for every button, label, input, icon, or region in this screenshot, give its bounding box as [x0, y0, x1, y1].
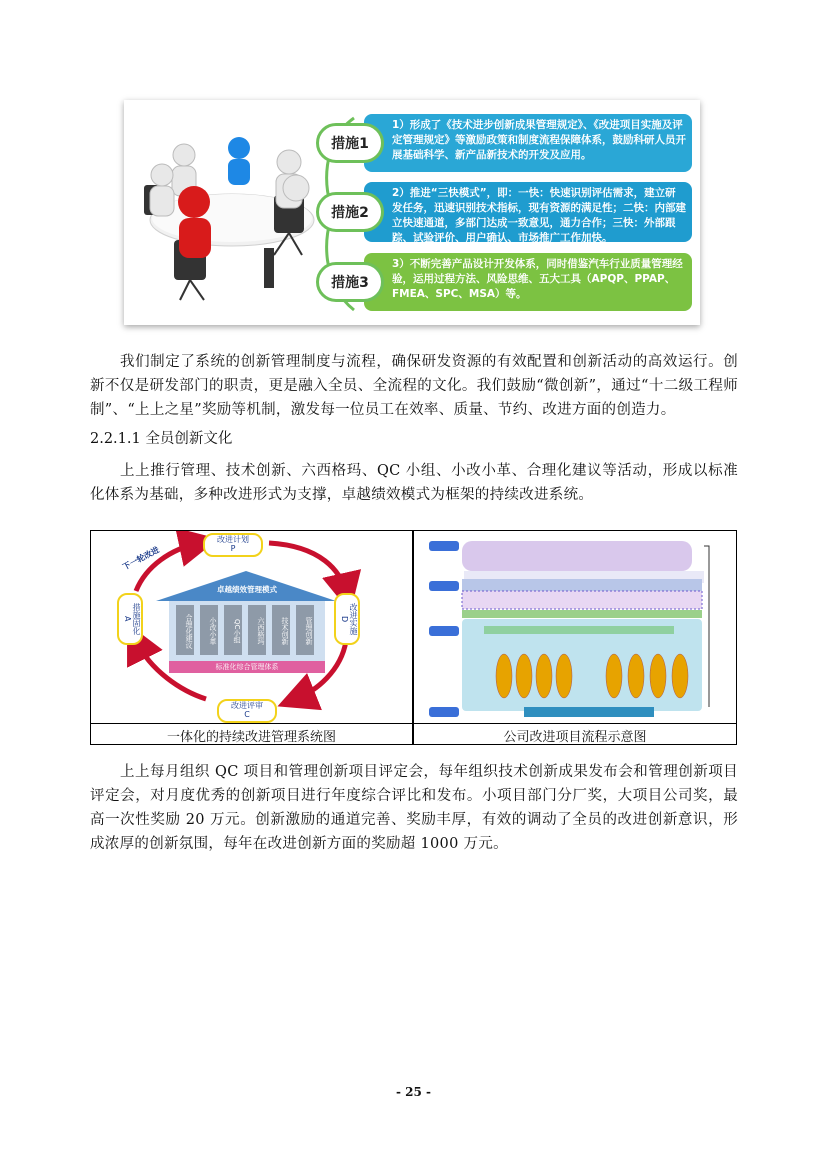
process-flow-graphic: [414, 531, 736, 722]
pillar-3: QC小组: [233, 618, 241, 644]
right-diagram-caption: 公司改进项目流程示意图: [414, 723, 736, 746]
measure-1-label: 措施1: [316, 123, 384, 163]
pillar-6: 管理创新: [305, 617, 313, 645]
measure-2-label: 措施2: [316, 192, 384, 232]
measure-3-text: 3）不断完善产品设计开发体系，同时借鉴汽车行业质量管理经验，运用过程方法、风险思维、五大工具（APQP、PPAP、FMEA、SPC、MSA）等。: [364, 253, 692, 311]
meeting-illustration: [124, 100, 324, 325]
house-roof-label: 卓越绩效管理模式: [217, 585, 277, 594]
measure-2-text: 2）推进“三快模式”，即：一快：快速识别评估需求，建立研发任务，迅速识别技术指标，现有资源的满足性；二快：内部建立快速通道，多部门达成一致意见，通力合作；三快：外部跟踪、试验评价、用户确认、市场推广工作加快。: [364, 182, 692, 242]
paragraph-innovation-system: 我们制定了系统的创新管理制度与流程，确保研发资源的有效配置和创新活动的高效运行。创新不仅是研发部门的职责，更是融入全员、全流程的文化。我们鼓励“微创新”，通过“十二级工程师制”、“上上之星”奖励等机制，激发每一位员工在效率、质量、节约、改进方面的创造力。: [90, 354, 738, 418]
paragraph-continuous-improvement: 上上推行管理、技术创新、六西格玛、QC 小组、小改小革、合理化建议等活动，形成以标准化体系为基础，多种改进形式为支撑，卓越绩效模式为框架的持续改进系统。: [90, 463, 738, 503]
process-flow-diagram: [414, 531, 736, 722]
measure-1-text: 1）形成了《技术进步创新成果管理规定》、《改进项目实施及评定管理规定》等激励政策和制度流程保障体系，鼓励科研人员开展基础科学、新产品新技术的开发及应用。: [364, 114, 692, 172]
paragraph-rewards: 上上每月组织 QC 项目和管理创新项目评定会，每年组织技术创新成果发布会和管理创新项目评定会，对月度优秀的创新项目进行年度综合评比和发布。小项目部门分厂奖，大项目公司奖，最高一次性奖励 20 万元。创新激励的通道完善、奖励丰厚，有效的调动了全员的改进创新意识，形成浓厚的创新氛围，每年在改进创新方面的奖励超 1000 万元。: [90, 764, 738, 852]
pdca-check-node: 改进评审 C: [217, 699, 277, 723]
next-round-label: 下一轮改进: [121, 545, 161, 572]
diagram-table: [90, 530, 737, 745]
house-base-label: 标准化综合管理体系: [215, 663, 279, 671]
page-number: - 25 -: [395, 1085, 431, 1099]
pdca-act-node: 措施固化 A: [117, 593, 143, 645]
pdca-diagram: [91, 531, 412, 722]
pillar-2: 小改小革: [209, 617, 217, 645]
pdca-plan-node: 改进计划 P: [203, 533, 263, 557]
pillar-5: 技术创新: [281, 617, 289, 645]
measure-3-label: 措施3: [316, 262, 384, 302]
pdca-do-node: 改进实施 D: [334, 593, 360, 645]
left-diagram-caption: 一体化的持续改进管理系统图: [91, 723, 412, 746]
pillar-1: 合理化建议: [185, 613, 193, 649]
measures-infographic: [124, 100, 700, 325]
pillar-4: 六西格玛: [257, 617, 265, 645]
section-heading: 2.2.1.1 全员创新文化: [90, 431, 233, 447]
